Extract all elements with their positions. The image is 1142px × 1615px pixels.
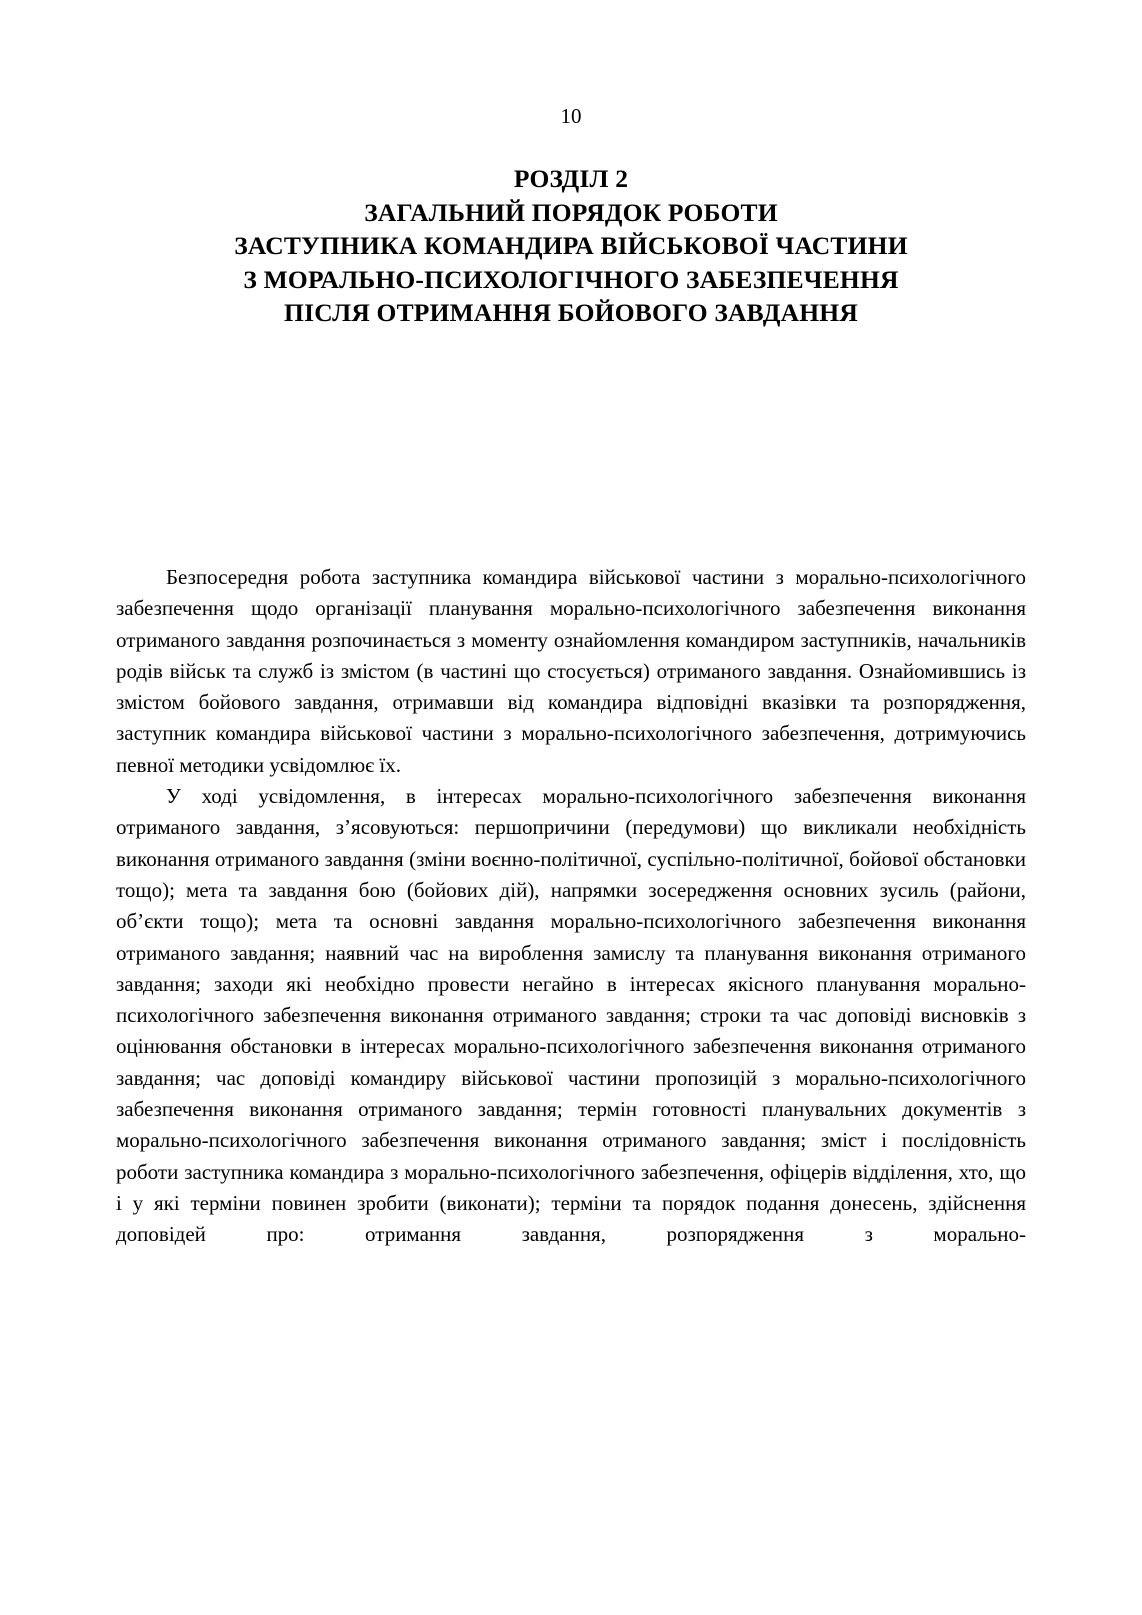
heading-line-3: ЗАСТУПНИКА КОМАНДИРА ВІЙСЬКОВОЇ ЧАСТИНИ	[234, 231, 908, 260]
heading-line-5: ПІСЛЯ ОТРИМАННЯ БОЙОВОГО ЗАВДАННЯ	[284, 298, 858, 327]
paragraph-2: У ході усвідомлення, в інтересах морально-психологічного забезпечення виконання отриманого завдання, з’ясовуються: першопричини (передумови) що викликали необхідність виконання отриманого завдання (зміни воєнно-політичної, суспільно-політичної, бойової обстановки тощо); мета та завдання бою (бойових дій), напрямки зосередження основних зусиль (райони, об’єкти тощо); мета та основні завдання морально-психологічного забезпечення виконання отриманого завдання; наявний час на вироблення замислу та планування виконання отриманого завдання; заходи які необхідно провести негайно в інтересах якісного планування морально-психологічного забезпечення виконання отриманого завдання; строки та час доповіді висновків з оцінювання обстановки в інтересах морально-психологічного забезпечення виконання отриманого завдання; час доповіді командиру військової частини пропозицій з морально-психологічного забезпечення виконання отриманого завдання; термін готовності планувальних документів з морально-психологічного забезпечення виконання отриманого завдання; зміст і послідовність роботи заступника командира з морально-психологічного забезпечення, офіцерів відділення, хто, що і у які терміни повинен зробити (виконати); терміни та порядок подання донесень, здійснення доповідей про: отримання завдання, розпорядження з морально-	[116, 784, 1026, 1247]
paragraph-1: Безпосередня робота заступника командира військової частини з морально-психологічного забезпечення щодо організації планування морально-психологічного забезпечення виконання отриманого завдання розпочинається з моменту ознайомлення командиром заступників, начальників родів військ та служб із змістом (в частині що стосується) отриманого завдання. Ознайомившись із змістом бойового завдання, отримавши від командира відповідні вказівки та розпорядження, заступник командира військової частини з морально-психологічного забезпечення, дотримуючись певної методики усвідомлює їх.	[116, 565, 1026, 777]
page-number: 10	[560, 104, 582, 128]
body-text	[116, 562, 1026, 1282]
heading-line-1: РОЗДІЛ 2	[513, 164, 629, 193]
heading-line-4: З МОРАЛЬНО-ПСИХОЛОГІЧНОГО ЗАБЕЗПЕЧЕННЯ	[243, 264, 899, 294]
chapter-heading	[71, 162, 1071, 330]
heading-line-2: ЗАГАЛЬНИЙ ПОРЯДОК РОБОТИ	[364, 197, 778, 227]
